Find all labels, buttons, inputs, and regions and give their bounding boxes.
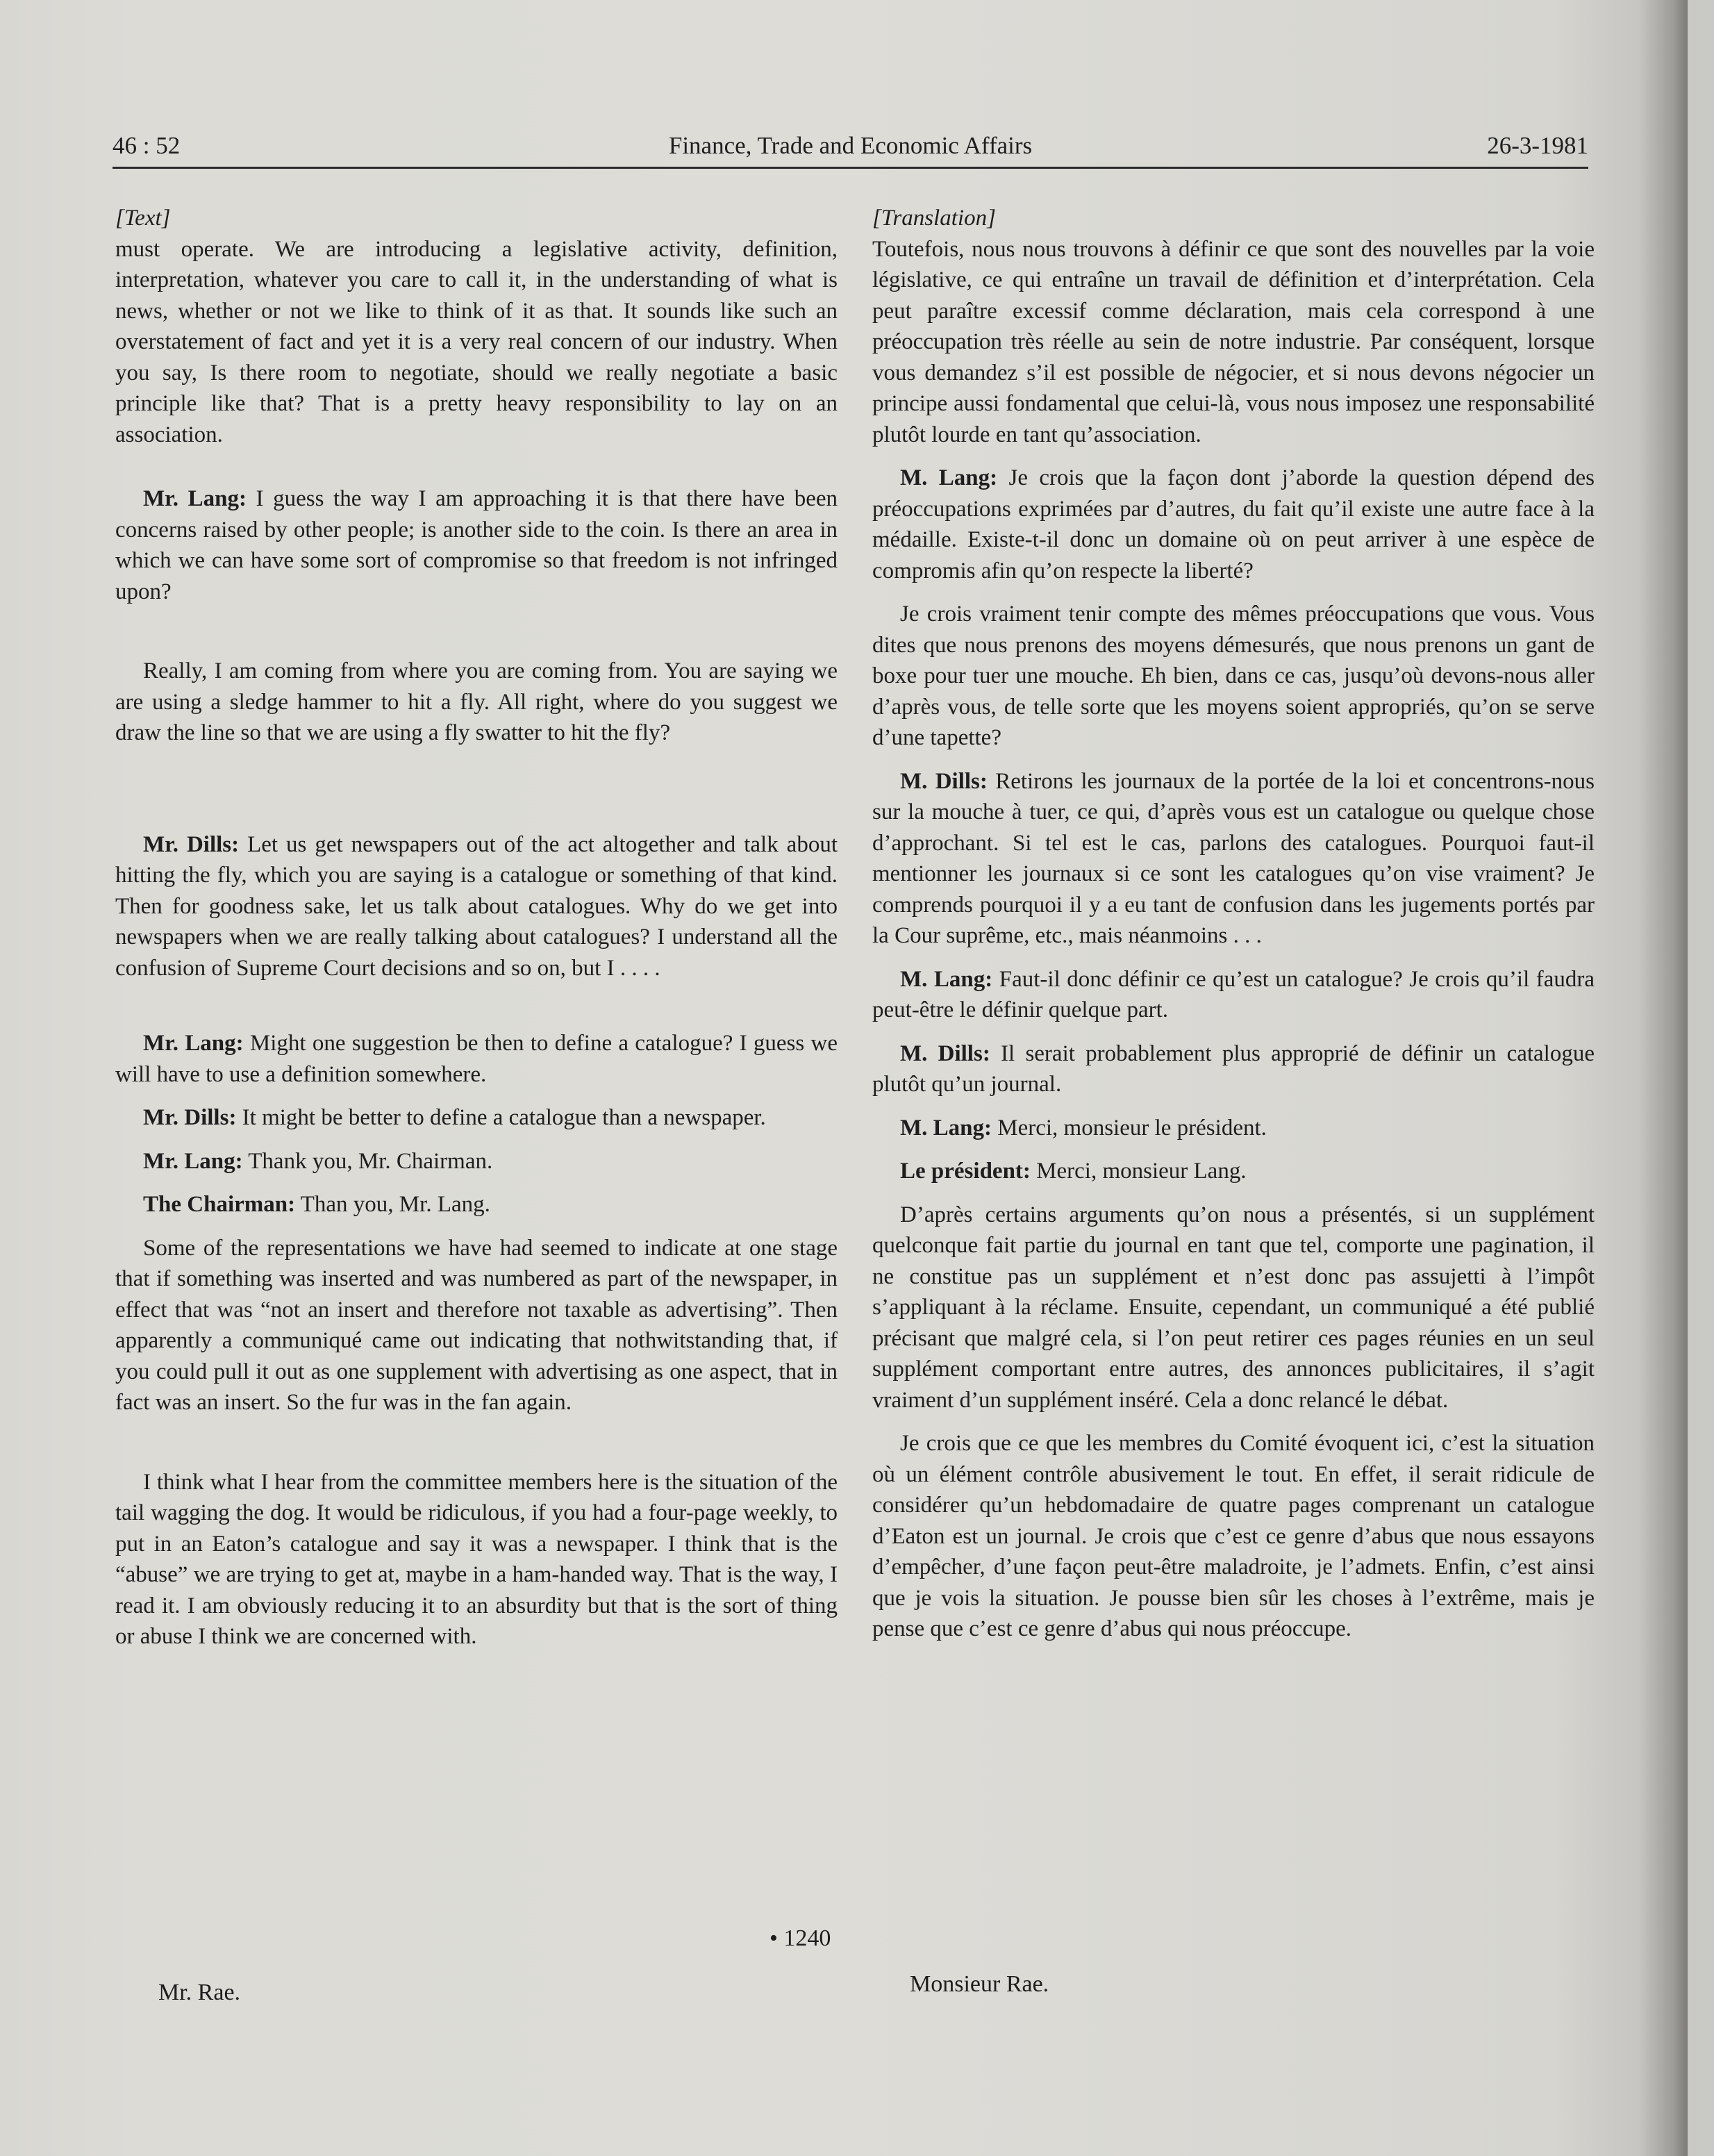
paragraph — [872, 1156, 1595, 1187]
speech-text: Merci, monsieur Lang. — [1030, 1159, 1247, 1184]
paragraph — [872, 1113, 1595, 1144]
speech-text: Je crois que la façon dont j’aborde la question dépend des préoccupations exprimées par d’autres, du fait qu’il existe une autre face à la médaille. Existe-t-il donc un domaine où on peut arriver à une espèce de compromis afin qu’on respecte la liberté? — [872, 465, 1595, 583]
speaker-name: M. Dills: — [900, 1040, 990, 1066]
paragraph — [872, 1038, 1595, 1100]
paragraph: Je crois vraiment tenir compte des mêmes préoccupations que vous. Vous dites que nous prenons des moyens démesurés, que nous prenons un gant de boxe pour tuer une mouche. Eh bien, dans ce cas, jusqu’où devons-nous aller d’après vous, de telle sorte que les moyens soient appropriés, qu’on se serve d’une tapette? — [872, 602, 1595, 750]
speaker-name: Mr. Lang: — [143, 486, 247, 511]
paragraph — [115, 1028, 838, 1090]
next-speaker-french: Monsieur Rae. — [910, 1971, 1049, 1997]
speech-text: Faut-il donc définir ce qu’est un catalogue? Je crois qu’il faudra peut-être le définir quelque part. — [872, 966, 1595, 1022]
speech-text: Might one suggestion be then to define a catalogue? I guess we will have to use a definition somewhere. — [115, 1031, 838, 1087]
paragraph — [115, 1189, 838, 1220]
paragraph: Je crois que ce que les membres du Comité évoquent ici, c’est la situation où un élément contrôle abusivement le tout. En effet, il serait ridicule de considérer qu’un hebdomadaire de quatre pages comprenant un catalogue d’Eaton est un journal. Je crois que c’est ce genre d’abus que nous essayons d’empêcher, d’une façon peut-être maladroite, je l’admets. Enfin, c’est ainsi que je vois la situation. Je pousse bien sûr les choses à l’extrême, mais je pense que c’est ce genre d’abus qui nous préoccupe. — [872, 1431, 1595, 1641]
paragraph: Some of the representations we have had seemed to indicate at one stage that if something was inserted and was numbered as part of the newspaper, in effect that was “not an insert and therefore not taxable as advertising”. Then apparently a communiqué came out indicating that nothwitstanding that, if you could pull it out as one supplement with advertising as one aspect, that in fact was an insert. So the fur was in the fan again. — [115, 1235, 838, 1415]
text-label: [Text] — [115, 206, 171, 231]
translation-label: [Translation] — [872, 206, 996, 231]
speaker-name: M. Lang: — [900, 966, 993, 992]
next-speaker-english: Mr. Rae. — [158, 1980, 241, 2005]
speech-text: Merci, monsieur le président. — [992, 1115, 1267, 1141]
speaker-name: Mr. Dills: — [143, 831, 240, 857]
speaker-name: The Chairman: — [143, 1192, 296, 1217]
speaker-name: M. Lang: — [900, 465, 998, 490]
paragraph — [872, 463, 1595, 586]
french-column — [872, 203, 1595, 1645]
paragraph — [115, 1102, 838, 1134]
speaker-name: Mr. Dills: — [143, 1105, 237, 1130]
speech-text: Let us get newspapers out of the act altogether and talk about hitting the fly, which you are saying is a catalogue or something of that kind. Then for goodness sake, let us talk about catalogues. Why do we get into newspapers when we are really talking about catalogues? I understand all the confusion of Supreme Court decisions and so on, but I . . . . — [115, 831, 838, 981]
paragraph — [115, 1146, 838, 1177]
speech-text: Thank you, Mr. Chairman. — [242, 1148, 493, 1174]
english-column — [115, 203, 838, 1652]
paragraph — [115, 829, 838, 984]
speech-text: It might be better to define a catalogue than a newspaper. — [236, 1105, 766, 1130]
time-marker: • 1240 — [769, 1925, 831, 1951]
header-date: 26-3-1981 — [1487, 132, 1588, 159]
speech-text: I guess the way I am approaching it is that there have been concerns raised by other people; is another side to the coin. Is there an area in which we can have some sort of compromise so that freedom is not infringed upon? — [115, 486, 838, 604]
speech-text: Retirons les journaux de la portée de la loi et concentrons-nous sur la mouche à tuer, ce qui, d’après vous est un catalogue ou quelque chose d’approchant. Si tel est le cas, parlons des catalogues. Pourquoi faut-il mentionner les journaux si ce sont les catalogues qu’on vise vraiment? Je comprends pourquoi il y a eu tant de confusion dans les jugements portés par la Cour suprême, etc., mais néanmoins . . . — [872, 768, 1595, 948]
paragraph: I think what I hear from the committee members here is the situation of the tail wagging the dog. It would be ridiculous, if you had a four-page weekly, to put in an Eaton’s catalogue and say it was a newspaper. I think that is the “abuse” we are trying to get at, maybe in a ham-handed way. That is the way, I read it. I am obviously reducing it to an absurdity but that is the sort of thing or abuse I think we are concerned with. — [115, 1469, 838, 1649]
page-edge-shadow — [1639, 0, 1688, 2156]
running-header — [113, 132, 1588, 164]
paragraph — [872, 964, 1595, 1026]
speech-text: Than you, Mr. Lang. — [295, 1192, 490, 1217]
paragraph: Toutefois, nous nous trouvons à définir ce que sont des nouvelles par la voie législative, ce qui entraîne un travail de définition et d’interprétation. Cela peut paraître excessif comme déclaration, mais cela correspond à une préoccupation très réelle au sein de notre industrie. Par conséquent, lorsque vous demandez s’il est possible de négocier, et si nous devons négocier un principe aussi fondamental que celui-là, vous nous imposez une responsabilité plutôt lourde en tant qu’association. — [872, 236, 1595, 447]
paragraph: D’après certains arguments qu’on nous a présentés, si un supplément quelconque fait partie du journal en tant que tel, comporte une pagination, il ne constitue pas un supplément et n’est donc pas assujetti à l’impôt s’appliquant à la réclame. Ensuite, cependant, un communiqué a été publié précisant que malgré cela, si l’on peut retirer ces pages réunies en un seul supplément comportant entre autres, des annonces publicitaires, il s’agit vraiment d’un supplément inséré. Cela a donc relancé le débat. — [872, 1202, 1595, 1413]
speaker-name: Le président: — [900, 1159, 1031, 1184]
speaker-name: Mr. Lang: — [143, 1031, 244, 1056]
page-number: 46 : 52 — [113, 132, 181, 159]
paragraph: Really, I am coming from where you are coming from. You are saying we are using a sledge hammer to hit a fly. All right, where do you suggest we draw the line so that we are using a fly swatter to hit the fly? — [115, 658, 838, 745]
speaker-name: M. Lang: — [900, 1115, 992, 1141]
speaker-name: M. Dills: — [900, 768, 988, 794]
header-rule — [113, 167, 1588, 169]
paragraph — [115, 483, 838, 607]
speech-text: Il serait probablement plus approprié de définir un catalogue plutôt qu’un journal. — [872, 1040, 1595, 1097]
paragraph — [872, 766, 1595, 952]
paragraph: must operate. We are introducing a legislative activity, definition, interpretation, whatever you care to call it, in the understanding of what is news, whether or not we like to think of it as that. It sounds like such an overstatement of fact and yet it is a very real concern of our industry. When you say, Is there room to negotiate, should we really negotiate a basic principle like that? That is a pretty heavy responsibility to lay on an association. — [115, 236, 838, 447]
header-title: Finance, Trade and Economic Affairs — [668, 132, 1033, 159]
speaker-name: Mr. Lang: — [143, 1148, 243, 1174]
